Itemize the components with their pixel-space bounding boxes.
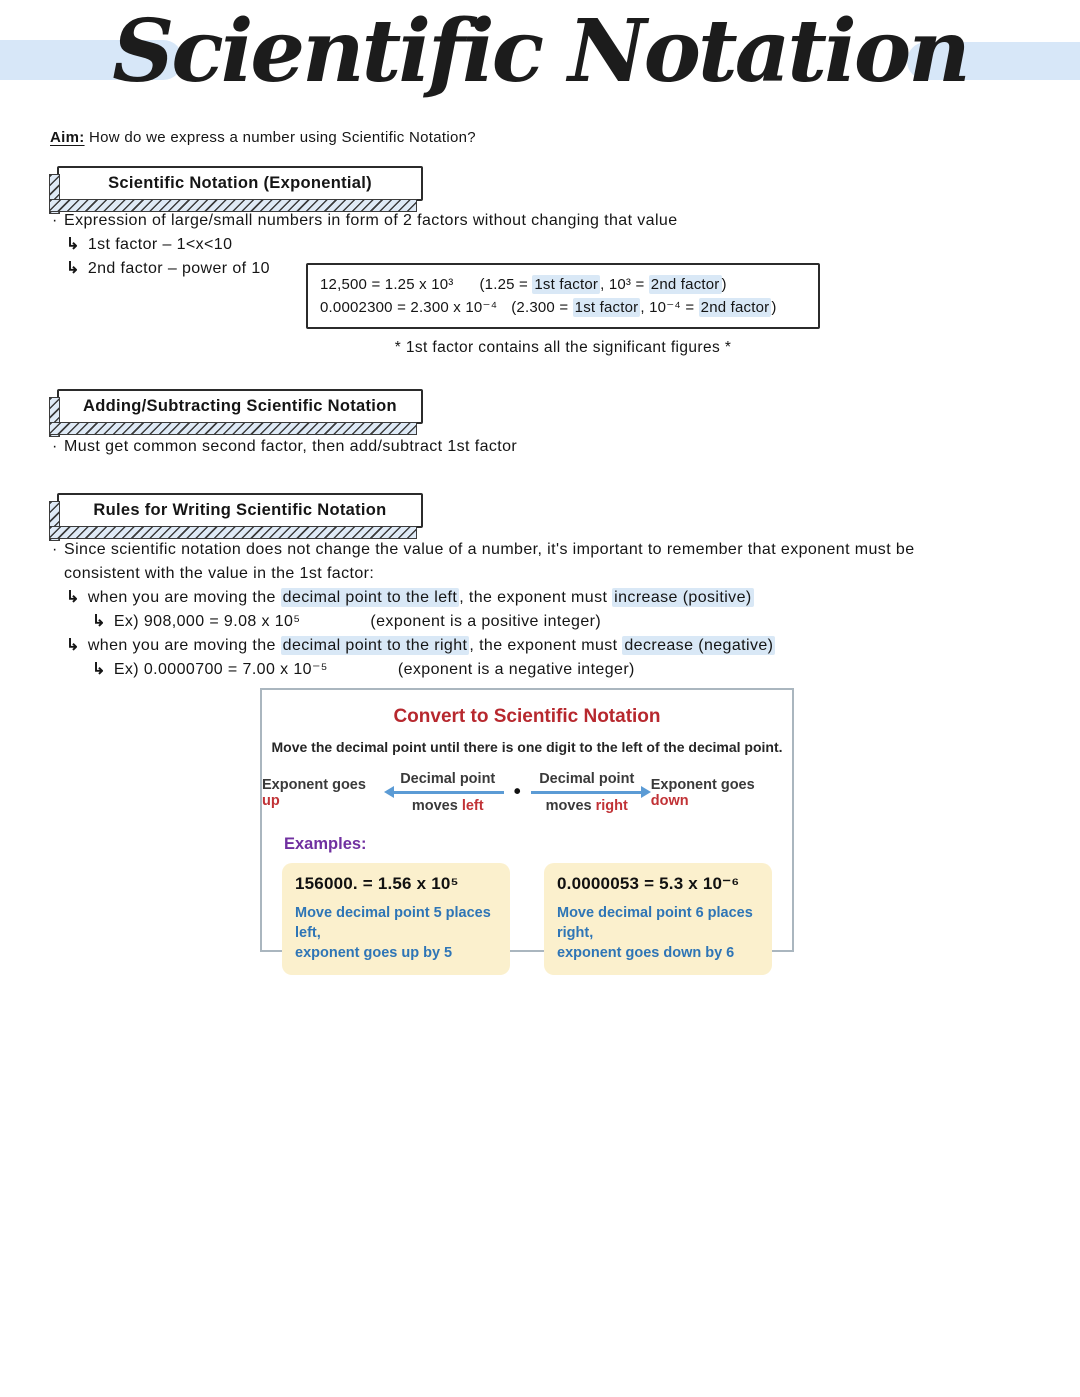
aim-label: Aim: [50, 129, 85, 146]
sub-bullet-line [52, 634, 1062, 658]
example-card-equation: 0.0000053 = 5.3 x 10⁻⁶ [557, 874, 740, 893]
label-accent: left [461, 798, 484, 814]
page-title: Scientific Notation [112, 1, 968, 102]
bullet-text: Expression of large/small numbers in form of 2 factors without changing that value [64, 212, 678, 229]
highlighted-phrase: decrease (negative) [624, 637, 774, 654]
highlighted-term: 1st factor [574, 299, 639, 316]
decimal-left-fraction [392, 770, 504, 815]
aim-line [50, 129, 476, 146]
fraction-bottom [412, 797, 484, 815]
bullet-line [52, 209, 1062, 233]
highlighted-phrase: increase (positive) [614, 589, 752, 606]
exponent-up-label [262, 777, 384, 809]
fraction-top: Decimal point [539, 771, 635, 787]
example-card-note [557, 903, 759, 963]
equation-paren-close: ) [771, 299, 777, 316]
section-heading-rules [57, 493, 423, 528]
label-accent: up [262, 792, 280, 809]
example-equation-box [306, 263, 820, 329]
example-card-right [544, 863, 772, 975]
label-text: Exponent goes [262, 776, 366, 793]
rule-pre: when you are moving the [87, 589, 281, 606]
examples-label: Examples: [284, 835, 367, 853]
sub-arrow-icon: ↳ [66, 589, 80, 606]
equation-mid: , 10³ = [600, 276, 649, 293]
highlighted-phrase: decimal point to the right [282, 637, 468, 654]
sub-bullet-text: 1st factor – 1<x<10 [87, 236, 233, 253]
section-heading-text: Rules for Writing Scientific Notation [93, 501, 387, 519]
fraction-top: Decimal point [400, 771, 496, 787]
bullet-dot: · [52, 438, 58, 455]
bullet-dot: · [52, 541, 58, 558]
example-card-equation: 156000. = 1.56 x 10⁵ [295, 874, 459, 893]
rule-pre: when you are moving the [87, 637, 281, 654]
equation-mid: , 10⁻⁴ = [640, 299, 699, 316]
equation-paren-close: ) [721, 276, 727, 293]
sub-arrow-icon: ↳ [92, 613, 106, 630]
section-adding-body [52, 435, 1062, 459]
convert-subtitle: Move the decimal point until there is one digit to the left of the decimal point. [271, 739, 783, 755]
sub-arrow-icon: ↳ [92, 661, 106, 678]
highlighted-term: 1st factor [534, 276, 599, 293]
sub-arrow-icon: ↳ [66, 260, 80, 277]
example-note: (exponent is a negative integer) [397, 661, 635, 678]
example-card-left [282, 863, 510, 975]
highlighted-term: 2nd factor [700, 299, 770, 316]
example-note: (exponent is a positive integer) [370, 613, 602, 630]
rule-mid: , the exponent must [459, 589, 613, 606]
section-heading-text: Scientific Notation (Exponential) [108, 174, 372, 192]
equation-paren-open: (2.300 = [511, 299, 573, 316]
example-equation: Ex) 908,000 = 9.08 x 10⁵ [113, 613, 301, 630]
rule-mid: , the exponent must [469, 637, 623, 654]
bullet-continuation: consistent with the value in the 1st factor: [64, 565, 375, 582]
bullet-line [52, 538, 1062, 562]
note-line: exponent goes up by 5 [295, 945, 453, 961]
convert-diagram [262, 770, 792, 815]
note-line: exponent goes down by 6 [557, 945, 735, 961]
label-text: moves [411, 798, 462, 814]
example-card-note [295, 903, 497, 963]
label-accent: right [595, 798, 628, 814]
fraction-bottom [546, 797, 628, 815]
label-text: Exponent goes [650, 776, 755, 793]
bullet-text: Must get common second factor, then add/subtract 1st factor [64, 438, 518, 455]
bullet-line [52, 435, 1062, 459]
note-line: Move decimal point 6 places right, [557, 905, 753, 941]
equation-text: 12,500 = 1.25 x 10³ [320, 276, 454, 293]
example-equation: Ex) 0.0000700 = 7.00 x 10⁻⁵ [113, 661, 328, 678]
label-accent: down [650, 792, 689, 809]
equation-line [320, 273, 806, 296]
center-dot-icon: • [513, 781, 521, 803]
convert-figure [260, 688, 794, 961]
arrow-right-icon [531, 791, 643, 794]
sub-bullet-line [52, 586, 1062, 610]
arrow-left-icon [392, 791, 504, 794]
section-heading-exponential [57, 166, 423, 201]
convert-title: Convert to Scientific Notation [393, 706, 661, 727]
example-line [52, 658, 1062, 682]
equation-paren-open: (1.25 = [479, 276, 533, 293]
section-heading-adding-subtracting [57, 389, 423, 424]
significant-figures-note: * 1st factor contains all the significant figures * [394, 339, 732, 356]
highlighted-term: 2nd factor [650, 276, 720, 293]
aim-text: How do we express a number using Scientific Notation? [84, 129, 476, 146]
bullet-dot: · [52, 212, 58, 229]
equation-text: 0.0002300 = 2.300 x 10⁻⁴ [320, 299, 498, 316]
label-text: moves [545, 798, 596, 814]
example-line [52, 610, 1062, 634]
exponent-down-label [651, 777, 792, 809]
highlighted-phrase: decimal point to the left [282, 589, 458, 606]
examples-row [282, 863, 772, 975]
bullet-text: Since scientific notation does not change the value of a number, it's important to remember that exponent must be [64, 541, 915, 558]
sub-bullet-text: 2nd factor – power of 10 [87, 260, 270, 277]
sub-bullet-line [52, 233, 1062, 257]
note-line: Move decimal point 5 places left, [295, 905, 491, 941]
decimal-right-fraction [531, 770, 643, 815]
sub-arrow-icon: ↳ [66, 637, 80, 654]
section-rules-body [52, 538, 1062, 682]
equation-line [320, 296, 806, 319]
section-heading-text: Adding/Subtracting Scientific Notation [83, 397, 397, 415]
sub-arrow-icon: ↳ [66, 236, 80, 253]
